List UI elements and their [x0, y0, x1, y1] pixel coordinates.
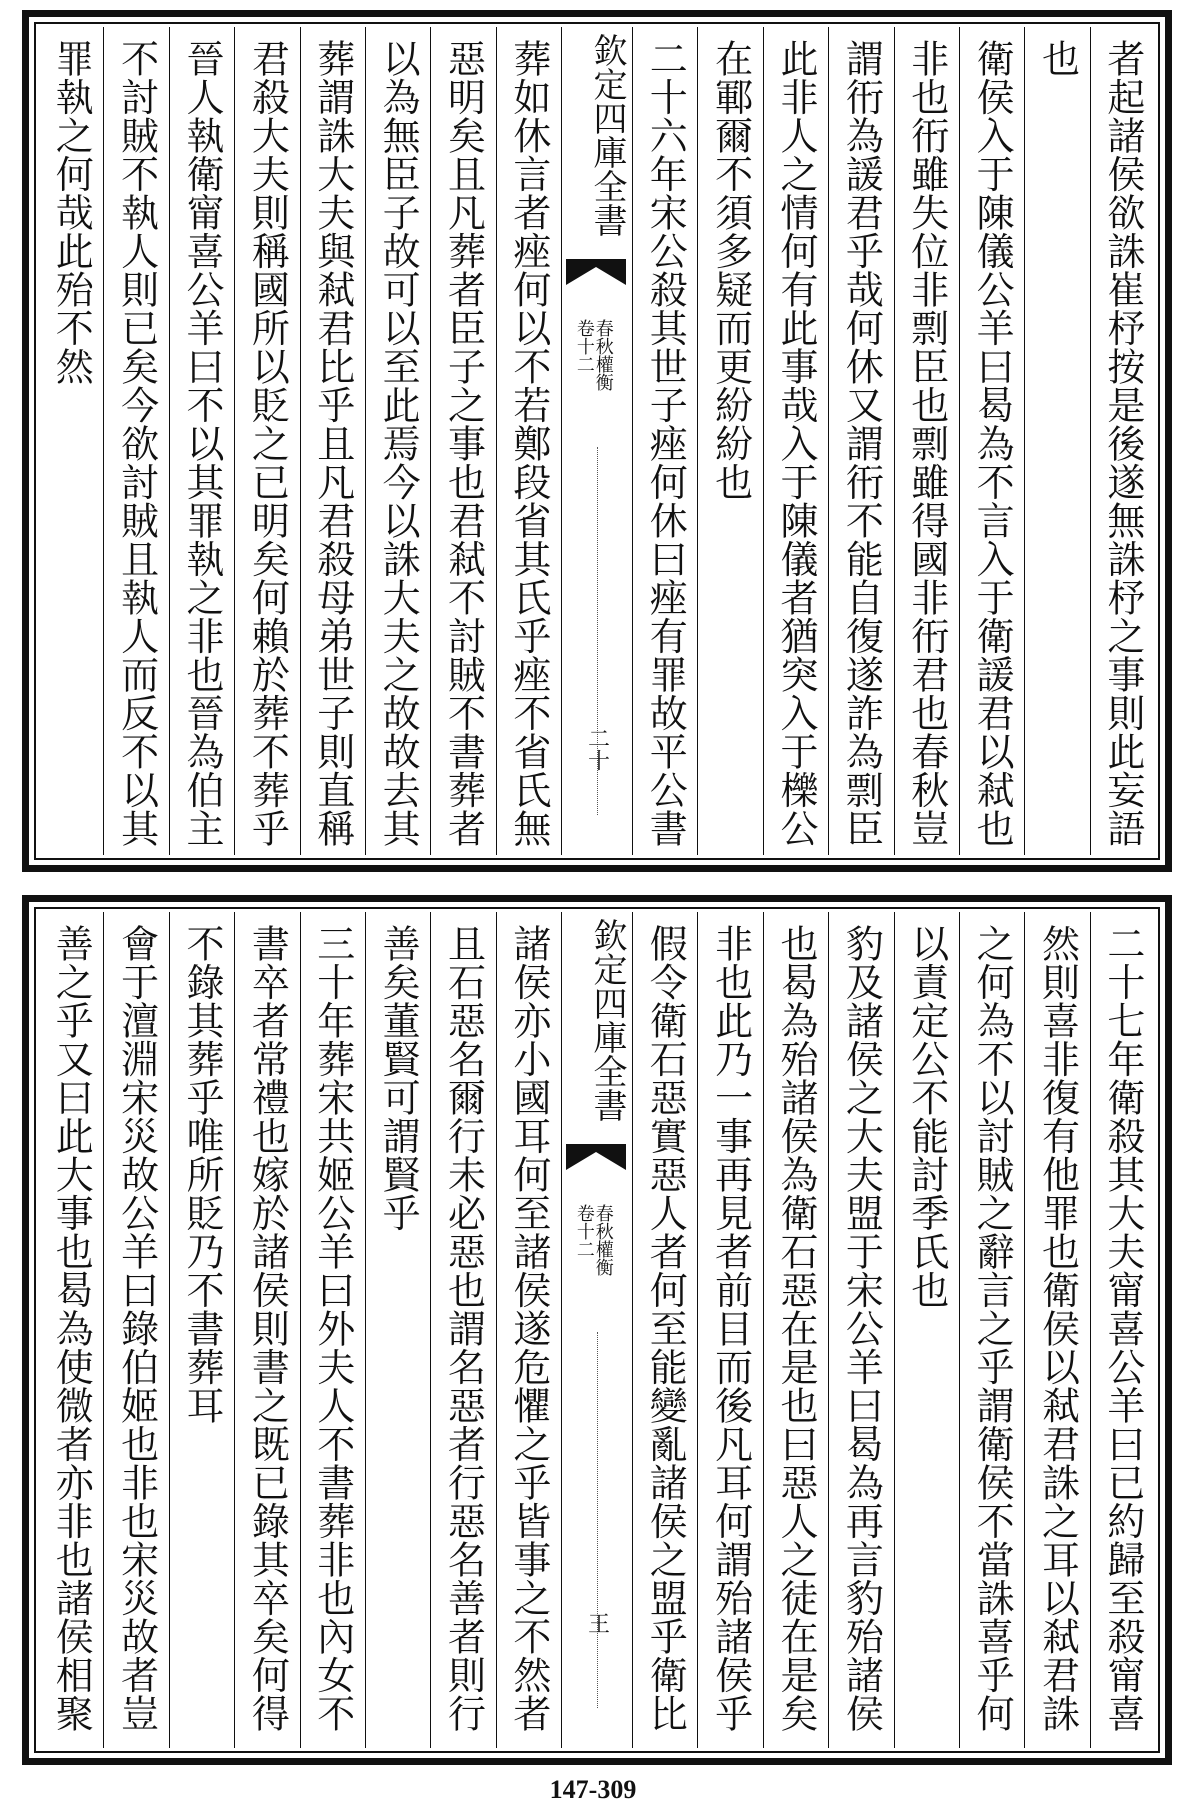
text-column: 此非人之情何有此事哉入于陳儀者猶突入于櫟公 — [763, 27, 828, 855]
lower-text-columns — [39, 912, 1155, 1748]
text-column: 會于澶淵宋災故公羊曰錄伯姬也非也宋災故者豈 — [103, 912, 168, 1748]
text-column: 葬謂誅大夫與弒君比乎且凡君殺母弟世子則直稱 — [300, 27, 365, 855]
fish-tail-mark-icon — [566, 1144, 626, 1170]
text-column: 二十六年宋公殺其世子痤何休曰痤有罪故平公書 — [632, 27, 697, 855]
series-title: 欽定四庫全書 — [587, 33, 627, 237]
text-column: 豹及諸侯之大夫盟于宋公羊曰曷為再言豹殆諸侯 — [828, 912, 893, 1748]
text-column: 三十年葬宋共姬公羊曰外夫人不書葬非也內女不 — [300, 912, 365, 1748]
fish-tail-mark-icon — [566, 259, 626, 285]
text-column: 不討賊不執人則已矣今欲討賊且執人而反不以其 — [103, 27, 168, 855]
text-column: 二十七年衛殺其大夫甯喜公羊曰已約歸至殺甯喜 — [1090, 912, 1155, 1748]
text-column: 以為無臣子故可以至此焉今以誅大夫之故故去其 — [365, 27, 430, 855]
text-column: 君殺大夫則稱國所以貶之已明矣何賴於葬不葬乎 — [234, 27, 299, 855]
text-column: 非也此乃一事再見者前目而後凡耳何謂殆諸侯乎 — [697, 912, 762, 1748]
upper-page-panel — [22, 10, 1172, 872]
fold-line — [597, 1332, 599, 1708]
series-title: 欽定四庫全書 — [587, 918, 627, 1122]
center-fold-column — [561, 27, 632, 855]
text-column: 罪執之何哉此殆不然 — [49, 39, 94, 386]
text-column: 且石惡名爾行未必惡也謂名惡者行惡名善者則行 — [430, 912, 495, 1748]
text-column: 非也衎雖失位非剽臣也剽雖得國非衎君也春秋豈 — [894, 27, 959, 855]
upper-text-columns — [39, 27, 1155, 855]
book-title: 春秋權衡 卷十二 — [573, 1204, 614, 1276]
leaf-number: 二十 — [584, 727, 610, 771]
text-column: 也 — [1024, 27, 1089, 855]
text-column: 假令衛石惡實惡人者何至能變亂諸侯之盟乎衛比 — [632, 912, 697, 1748]
leaf-number: 王 — [584, 1612, 610, 1634]
text-column: 諸侯亦小國耳何至諸侯遂危懼之乎皆事之不然者 — [496, 912, 561, 1748]
lower-page-panel — [22, 895, 1172, 1765]
text-column: 不錄其葬乎唯所貶乃不書葬耳 — [169, 912, 234, 1748]
text-column: 在鄆爾不須多疑而更紛紛也 — [697, 27, 762, 855]
text-column: 葬如休言者痤何以不若鄭段省其氏乎痤不省氏無 — [496, 27, 561, 855]
page-number: 147-309 — [549, 1775, 637, 1804]
text-column: 善矣董賢可謂賢乎 — [365, 912, 430, 1748]
text-column: 晉人執衛甯喜公羊曰不以其罪執之非也晉為伯主 — [169, 27, 234, 855]
text-column: 惡明矣且凡葬者臣子之事也君弒不討賊不書葬者 — [430, 27, 495, 855]
text-column: 善之乎又曰此大事也曷為使微者亦非也諸侯相聚 — [49, 924, 94, 1733]
text-column: 之何為不以討賊之辭言之乎謂衛侯不當誅喜乎何 — [959, 912, 1024, 1748]
text-column: 者起諸侯欲誅崔杼按是後遂無誅杼之事則此妄語 — [1090, 27, 1155, 855]
book-title: 春秋權衡 卷十二 — [573, 319, 614, 391]
text-column: 然則喜非復有他罪也衛侯以弒君誅之耳以弒君誅 — [1024, 912, 1089, 1748]
text-column: 書卒者常禮也嫁於諸侯則書之既已錄其卒矣何得 — [234, 912, 299, 1748]
center-fold-column — [561, 912, 632, 1748]
text-column: 以責定公不能討季氏也 — [894, 912, 959, 1748]
text-column: 謂衎為諼君乎哉何休又謂衎不能自復遂詐為剽臣 — [828, 27, 893, 855]
text-column: 也曷為殆諸侯為衛石惡在是也曰惡人之徒在是矣 — [763, 912, 828, 1748]
text-column: 衛侯入于陳儀公羊曰曷為不言入于衛諼君以弒也 — [959, 27, 1024, 855]
